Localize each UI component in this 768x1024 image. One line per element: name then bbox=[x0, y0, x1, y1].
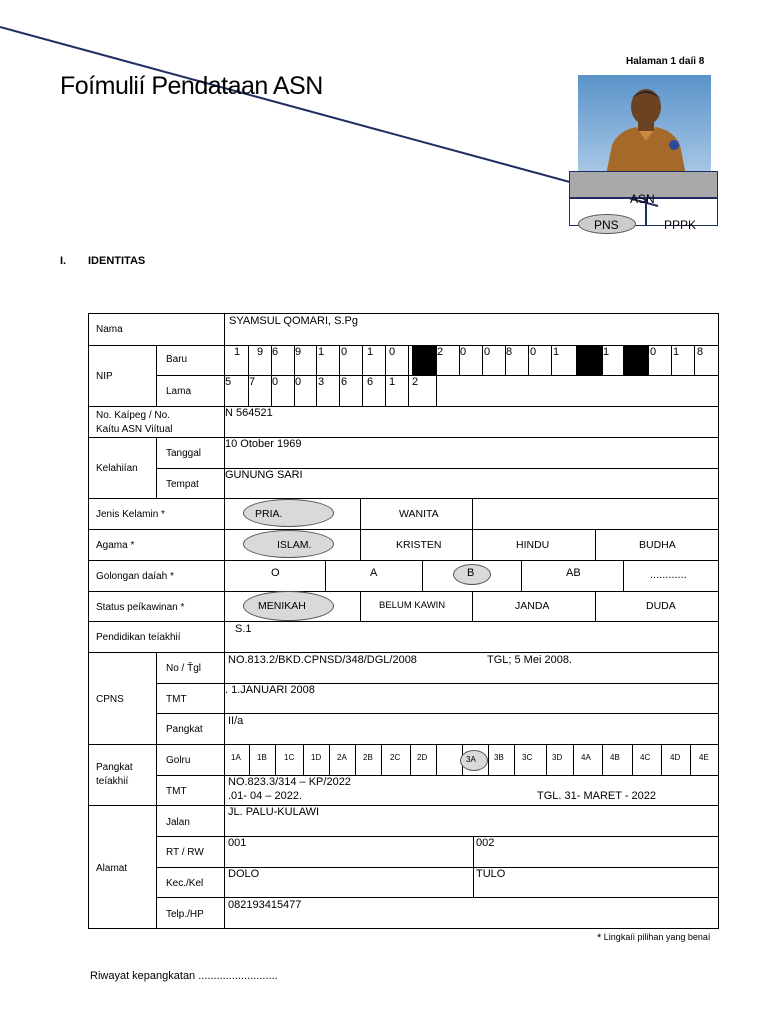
nip-baru-digit[interactable]: 9 bbox=[295, 346, 302, 358]
label-no-tgl: No / Ťgl bbox=[166, 663, 202, 674]
label-karpeg-2: Kaítu ASN Viítual bbox=[96, 424, 173, 435]
golru-option[interactable]: 4B bbox=[610, 753, 620, 762]
nip-baru-digit[interactable]: 2 bbox=[437, 346, 444, 358]
nip-baru-digit[interactable]: 0 bbox=[530, 346, 537, 358]
pns-option[interactable]: PNS bbox=[594, 218, 619, 232]
nip-lama-digit[interactable]: 3 bbox=[318, 376, 325, 388]
label-cpns: CPNS bbox=[96, 694, 124, 705]
nip-baru-digit[interactable]: 0 bbox=[650, 346, 657, 358]
option-b[interactable]: B bbox=[467, 567, 475, 579]
golru-option[interactable]: 3A bbox=[466, 755, 476, 764]
row-divider bbox=[89, 529, 718, 530]
value-kel[interactable]: TULO bbox=[476, 868, 506, 880]
label-nip-lama: Lama bbox=[166, 386, 192, 397]
option-hindu[interactable]: HINDU bbox=[516, 539, 550, 551]
profile-photo bbox=[578, 75, 711, 175]
nip-baru-digit[interactable]: 0 bbox=[460, 346, 467, 358]
golru-option[interactable]: 4C bbox=[640, 753, 651, 762]
col-divider bbox=[156, 805, 157, 928]
riwayat-kepangkatan: Riwayat kepangkatan .......................... bbox=[90, 970, 278, 982]
label-telp: Telp./HP bbox=[166, 909, 204, 920]
redaction-block bbox=[623, 345, 649, 375]
row-divider bbox=[89, 437, 718, 438]
option-wanita[interactable]: WANITA bbox=[399, 508, 439, 520]
section-heading: IDENTITAS bbox=[88, 255, 146, 267]
nip-baru-digit[interactable]: 1 bbox=[673, 346, 680, 358]
label-tempat: Tempat bbox=[166, 479, 199, 490]
label-pendidikan: Pendidikan teíakhií bbox=[96, 632, 181, 643]
value-tanggal-lahir[interactable]: 10 Otober 1969 bbox=[225, 438, 302, 450]
footnote-mark: * bbox=[597, 932, 602, 944]
golru-option[interactable]: 1A bbox=[231, 753, 241, 762]
option-budha[interactable]: BUDHA bbox=[639, 539, 676, 551]
nip-lama-digit[interactable]: 0 bbox=[272, 376, 279, 388]
value-nama[interactable]: SYAMSUL QOMARI, S.Pg bbox=[229, 315, 358, 327]
value-cpns-no[interactable]: NO.813.2/BKD.CPNSD/348/DGL/2008 bbox=[228, 654, 417, 666]
golru-option[interactable]: 1C bbox=[284, 753, 295, 762]
nip-lama-digit[interactable]: 2 bbox=[412, 376, 419, 388]
value-pangkat-tgl[interactable]: TGL. 31- MARET - 2022 bbox=[537, 790, 657, 802]
golru-option[interactable]: 2B bbox=[363, 753, 373, 762]
option-a[interactable]: A bbox=[370, 567, 378, 579]
label-rt-rw: RT / RW bbox=[166, 847, 204, 858]
nip-baru-digit[interactable]: 8 bbox=[506, 346, 513, 358]
label-jalan: Jalan bbox=[166, 817, 190, 828]
value-karpeg[interactable]: N 564521 bbox=[225, 407, 273, 419]
nip-baru-digit[interactable]: 1 bbox=[367, 346, 374, 358]
label-jenis-kelamin: Jenis Kelamin * bbox=[96, 509, 165, 520]
option-other[interactable]: ............ bbox=[650, 569, 687, 581]
option-kristen[interactable]: KRISTEN bbox=[396, 539, 442, 551]
nip-baru-digit[interactable]: 0 bbox=[389, 346, 396, 358]
option-ab[interactable]: AB bbox=[566, 567, 581, 579]
option-o[interactable]: O bbox=[271, 567, 280, 579]
asn-label: ASN bbox=[630, 192, 655, 206]
golru-option[interactable]: 4D bbox=[670, 753, 681, 762]
value-jalan[interactable]: JL. PALU-KULAWI bbox=[228, 806, 320, 818]
row-divider bbox=[89, 621, 718, 622]
value-telp[interactable]: 082193415477 bbox=[228, 899, 302, 911]
redaction-block bbox=[577, 345, 602, 375]
option-belum-kawin[interactable]: BELUM KAWIN bbox=[379, 600, 446, 611]
label-nip: NIP bbox=[96, 371, 113, 382]
nip-lama-digit[interactable]: 6 bbox=[341, 376, 348, 388]
label-pangkat-terakhir-2: teíakhií bbox=[96, 776, 129, 787]
label-nip-baru: Baru bbox=[166, 354, 188, 365]
golru-option[interactable]: 2A bbox=[337, 753, 347, 762]
label-status: Status peíkawinan * bbox=[96, 602, 185, 613]
nip-baru-digit[interactable]: 9 bbox=[257, 346, 264, 358]
row-divider bbox=[89, 498, 718, 499]
row-divider bbox=[89, 406, 718, 407]
nip-baru-digit[interactable]: 8 bbox=[697, 346, 704, 358]
label-alamat: Alamat bbox=[96, 863, 128, 874]
value-rw[interactable]: 002 bbox=[476, 837, 495, 849]
option-duda[interactable]: DUDA bbox=[646, 600, 676, 612]
option-islam[interactable]: ISLAM. bbox=[277, 539, 312, 551]
col-divider bbox=[156, 744, 157, 805]
nip-lama-digit[interactable]: 0 bbox=[295, 376, 302, 388]
nip-baru-digit[interactable]: 0 bbox=[341, 346, 348, 358]
label-cpns-tmt: TMT bbox=[166, 694, 187, 705]
col-divider bbox=[156, 437, 157, 498]
row-divider bbox=[89, 652, 718, 653]
value-rt[interactable]: 001 bbox=[228, 837, 247, 849]
label-pangkat-terakhir: Pangkat bbox=[96, 762, 133, 773]
row-divider bbox=[89, 805, 718, 806]
nip-baru-digit[interactable]: 6 bbox=[272, 346, 279, 358]
golru-option[interactable]: 2C bbox=[390, 753, 401, 762]
golru-option[interactable]: 1B bbox=[257, 753, 267, 762]
page-number: Halaman 1 daíi 8 bbox=[626, 56, 705, 67]
row-divider bbox=[89, 744, 718, 745]
footnote-text: Lingkaíi pilihan yang benaí bbox=[603, 932, 711, 942]
section-number: I. bbox=[60, 255, 67, 267]
label-pangkat-tmt: TMT bbox=[166, 786, 187, 797]
nip-lama-digit[interactable]: 6 bbox=[367, 376, 374, 388]
label-karpeg: No. Kaípeg / No. bbox=[96, 410, 170, 421]
redaction-block bbox=[412, 345, 437, 375]
label-golongan-darah: Golongan daíah * bbox=[96, 571, 174, 582]
nip-lama-digit[interactable]: 7 bbox=[249, 376, 256, 388]
label-kec-kel: Kec./Kel bbox=[166, 878, 204, 889]
label-kelahiran: Kelahiían bbox=[96, 463, 138, 474]
option-menikah[interactable]: MENIKAH bbox=[258, 600, 306, 612]
golru-option[interactable]: 4E bbox=[699, 753, 709, 762]
footnote bbox=[597, 932, 710, 944]
row-divider bbox=[156, 713, 718, 714]
identity-form bbox=[88, 313, 719, 929]
nip-baru-digit[interactable]: 1 bbox=[553, 346, 560, 358]
label-cpns-pangkat: Pangkat bbox=[166, 724, 203, 735]
value-cpns-tmt[interactable]: . 1.JANUARI 2008 bbox=[225, 684, 315, 696]
label-agama: Agama * bbox=[96, 540, 135, 551]
row-divider bbox=[156, 375, 718, 376]
col-divider bbox=[156, 652, 157, 744]
col-divider bbox=[156, 345, 157, 406]
label-nama: Nama bbox=[96, 324, 123, 335]
value-pangkat-tmt[interactable]: .01- 04 – 2022. bbox=[228, 790, 303, 802]
row-divider bbox=[89, 591, 718, 592]
golru-option[interactable]: 4A bbox=[581, 753, 591, 762]
nip-baru-digit[interactable]: 1 bbox=[318, 346, 325, 358]
nip-lama-digit[interactable]: 5 bbox=[225, 376, 232, 388]
option-pria[interactable]: PRIA. bbox=[255, 508, 283, 520]
golru-option[interactable]: 2D bbox=[417, 753, 428, 762]
nip-baru-digit[interactable]: 1 bbox=[603, 346, 610, 358]
value-pendidikan[interactable]: S.1 bbox=[235, 623, 252, 635]
page-title: Foímulií Pendataan ASN bbox=[60, 72, 323, 100]
golru-option[interactable]: 3B bbox=[494, 753, 504, 762]
label-golru: Golru bbox=[166, 755, 191, 766]
option-janda[interactable]: JANDA bbox=[515, 600, 550, 612]
value-cpns-pangkat[interactable]: II/a bbox=[228, 715, 244, 727]
value-kec[interactable]: DOLO bbox=[228, 868, 260, 880]
label-tanggal: Tanggal bbox=[166, 448, 202, 459]
row-divider bbox=[156, 897, 718, 898]
nip-lama-digit[interactable]: 1 bbox=[389, 376, 396, 388]
golru-option[interactable]: 1D bbox=[311, 753, 322, 762]
nip-baru-digit[interactable]: 0 bbox=[484, 346, 491, 358]
golru-option[interactable]: 3D bbox=[552, 753, 563, 762]
value-pangkat-no[interactable]: NO.823.3/314 – KP/2022 bbox=[228, 776, 351, 788]
value-tempat-lahir[interactable]: GUNUNG SARI bbox=[225, 469, 303, 481]
pppk-option[interactable]: PPPK bbox=[664, 218, 697, 232]
value-cpns-tgl[interactable]: TGL; 5 Mei 2008. bbox=[487, 654, 572, 666]
golru-option[interactable]: 3C bbox=[522, 753, 533, 762]
nip-baru-digit[interactable]: 1 bbox=[234, 346, 241, 358]
